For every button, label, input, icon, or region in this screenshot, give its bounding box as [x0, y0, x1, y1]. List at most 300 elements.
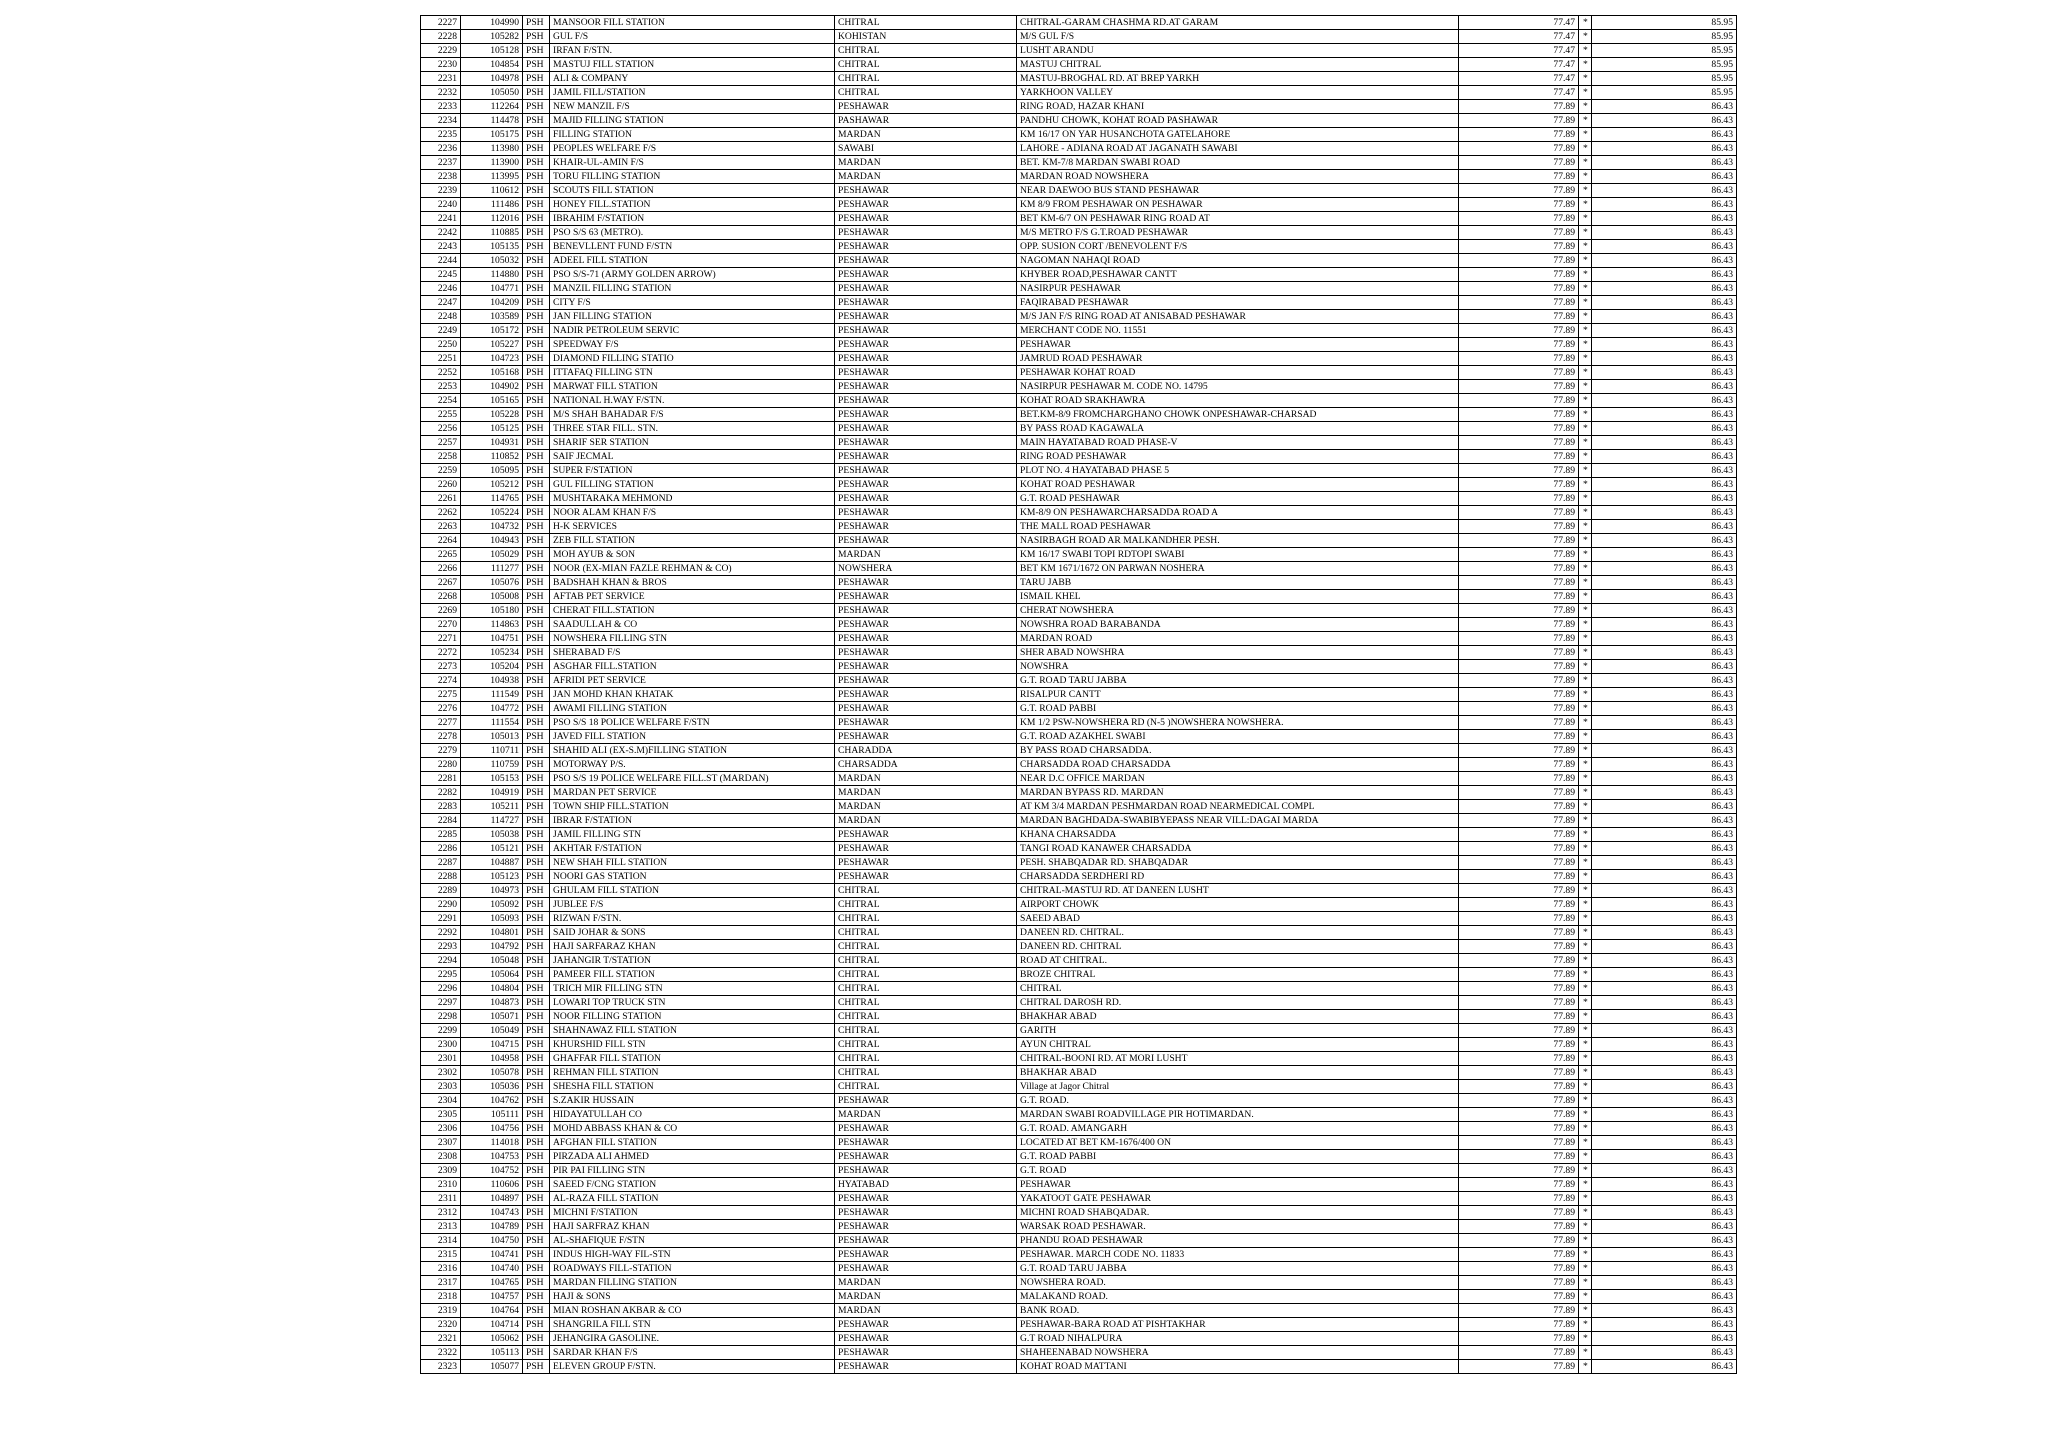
- price-1-cell: 77.89: [1459, 254, 1579, 268]
- price-2-cell: 86.43: [1592, 1052, 1737, 1066]
- region-code-cell: PSH: [523, 72, 550, 86]
- district-cell: PESHAWAR: [835, 212, 1017, 226]
- flag-marker-cell: *: [1579, 100, 1592, 114]
- table-row: [421, 1220, 1737, 1234]
- station-name-cell: SAIF JECMAL: [550, 450, 835, 464]
- station-code-cell: 114863: [461, 618, 523, 632]
- serial-number-cell: 2320: [421, 1318, 461, 1332]
- district-cell: PESHAWAR: [835, 310, 1017, 324]
- region-code-cell: PSH: [523, 58, 550, 72]
- address-cell: Village at Jagor Chitral: [1017, 1080, 1459, 1094]
- flag-marker-cell: *: [1579, 380, 1592, 394]
- station-name-cell: GHAFFAR FILL STATION: [550, 1052, 835, 1066]
- address-cell: MALAKAND ROAD.: [1017, 1290, 1459, 1304]
- flag-marker-cell: *: [1579, 254, 1592, 268]
- price-2-cell: 86.43: [1592, 170, 1737, 184]
- price-1-cell: 77.89: [1459, 492, 1579, 506]
- station-code-cell: 104931: [461, 436, 523, 450]
- flag-marker-cell: *: [1579, 352, 1592, 366]
- region-code-cell: PSH: [523, 366, 550, 380]
- table-row: [421, 1318, 1737, 1332]
- price-1-cell: 77.89: [1459, 352, 1579, 366]
- table-row: [421, 1122, 1737, 1136]
- price-2-cell: 86.43: [1592, 1332, 1737, 1346]
- station-code-cell: 104753: [461, 1150, 523, 1164]
- station-name-cell: AFRIDI PET SERVICE: [550, 674, 835, 688]
- district-cell: PESHAWAR: [835, 282, 1017, 296]
- address-cell: G.T. ROAD TARU JABBA: [1017, 1262, 1459, 1276]
- price-1-cell: 77.89: [1459, 212, 1579, 226]
- address-cell: JAMRUD ROAD PESHAWAR: [1017, 352, 1459, 366]
- price-2-cell: 86.43: [1592, 436, 1737, 450]
- station-code-cell: 104764: [461, 1304, 523, 1318]
- price-1-cell: 77.89: [1459, 296, 1579, 310]
- flag-marker-cell: *: [1579, 1290, 1592, 1304]
- serial-number-cell: 2248: [421, 310, 461, 324]
- station-code-cell: 104757: [461, 1290, 523, 1304]
- flag-marker-cell: *: [1579, 44, 1592, 58]
- price-2-cell: 86.43: [1592, 506, 1737, 520]
- table-row: [421, 170, 1737, 184]
- address-cell: TARU JABB: [1017, 576, 1459, 590]
- station-price-table: [420, 15, 1737, 1374]
- price-1-cell: 77.89: [1459, 128, 1579, 142]
- station-code-cell: 105128: [461, 44, 523, 58]
- region-code-cell: PSH: [523, 450, 550, 464]
- price-1-cell: 77.89: [1459, 1024, 1579, 1038]
- table-row: [421, 618, 1737, 632]
- station-code-cell: 105234: [461, 646, 523, 660]
- price-1-cell: 77.89: [1459, 688, 1579, 702]
- price-2-cell: 86.43: [1592, 408, 1737, 422]
- station-name-cell: MAJID FILLING STATION: [550, 114, 835, 128]
- station-code-cell: 104801: [461, 926, 523, 940]
- price-2-cell: 85.95: [1592, 16, 1737, 30]
- region-code-cell: PSH: [523, 744, 550, 758]
- district-cell: MARDAN: [835, 786, 1017, 800]
- serial-number-cell: 2263: [421, 520, 461, 534]
- table-row: [421, 1038, 1737, 1052]
- table-row: [421, 212, 1737, 226]
- flag-marker-cell: *: [1579, 618, 1592, 632]
- serial-number-cell: 2300: [421, 1038, 461, 1052]
- table-row: [421, 1052, 1737, 1066]
- station-code-cell: 104209: [461, 296, 523, 310]
- flag-marker-cell: *: [1579, 884, 1592, 898]
- region-code-cell: PSH: [523, 940, 550, 954]
- serial-number-cell: 2269: [421, 604, 461, 618]
- station-name-cell: M/S SHAH BAHADAR F/S: [550, 408, 835, 422]
- table-row: [421, 870, 1737, 884]
- serial-number-cell: 2268: [421, 590, 461, 604]
- station-code-cell: 104897: [461, 1192, 523, 1206]
- price-2-cell: 86.43: [1592, 1318, 1737, 1332]
- price-1-cell: 77.89: [1459, 968, 1579, 982]
- flag-marker-cell: *: [1579, 170, 1592, 184]
- serial-number-cell: 2279: [421, 744, 461, 758]
- district-cell: CHITRAL: [835, 912, 1017, 926]
- district-cell: PESHAWAR: [835, 100, 1017, 114]
- table-row: [421, 324, 1737, 338]
- price-1-cell: 77.89: [1459, 450, 1579, 464]
- address-cell: G.T. ROAD PABBI: [1017, 702, 1459, 716]
- region-code-cell: PSH: [523, 464, 550, 478]
- station-name-cell: S.ZAKIR HUSSAIN: [550, 1094, 835, 1108]
- district-cell: PESHAWAR: [835, 688, 1017, 702]
- district-cell: PESHAWAR: [835, 478, 1017, 492]
- address-cell: MERCHANT CODE NO. 11551: [1017, 324, 1459, 338]
- station-name-cell: CHERAT FILL.STATION: [550, 604, 835, 618]
- table-row: [421, 58, 1737, 72]
- address-cell: KM 16/17 SWABI TOPI RDTOPI SWABI: [1017, 548, 1459, 562]
- district-cell: PESHAWAR: [835, 1150, 1017, 1164]
- region-code-cell: PSH: [523, 800, 550, 814]
- district-cell: MARDAN: [835, 548, 1017, 562]
- district-cell: PESHAWAR: [835, 506, 1017, 520]
- table-row: [421, 520, 1737, 534]
- price-2-cell: 86.43: [1592, 366, 1737, 380]
- address-cell: BANK ROAD.: [1017, 1304, 1459, 1318]
- station-code-cell: 105062: [461, 1332, 523, 1346]
- price-1-cell: 77.89: [1459, 1234, 1579, 1248]
- price-2-cell: 86.43: [1592, 996, 1737, 1010]
- station-code-cell: 105093: [461, 912, 523, 926]
- district-cell: PESHAWAR: [835, 856, 1017, 870]
- district-cell: PESHAWAR: [835, 366, 1017, 380]
- serial-number-cell: 2261: [421, 492, 461, 506]
- table-row: [421, 660, 1737, 674]
- flag-marker-cell: *: [1579, 632, 1592, 646]
- station-code-cell: 104873: [461, 996, 523, 1010]
- price-2-cell: 86.43: [1592, 590, 1737, 604]
- station-name-cell: SHANGRILA FILL STN: [550, 1318, 835, 1332]
- price-1-cell: 77.89: [1459, 1206, 1579, 1220]
- district-cell: CHITRAL: [835, 926, 1017, 940]
- station-name-cell: SPEEDWAY F/S: [550, 338, 835, 352]
- district-cell: PESHAWAR: [835, 674, 1017, 688]
- station-name-cell: ADEEL FILL STATION: [550, 254, 835, 268]
- flag-marker-cell: *: [1579, 1010, 1592, 1024]
- region-code-cell: PSH: [523, 184, 550, 198]
- flag-marker-cell: *: [1579, 1332, 1592, 1346]
- district-cell: HYATABAD: [835, 1178, 1017, 1192]
- flag-marker-cell: *: [1579, 548, 1592, 562]
- table-row: [421, 310, 1737, 324]
- price-2-cell: 85.95: [1592, 58, 1737, 72]
- price-1-cell: 77.89: [1459, 142, 1579, 156]
- station-code-cell: 105077: [461, 1360, 523, 1374]
- serial-number-cell: 2308: [421, 1150, 461, 1164]
- serial-number-cell: 2272: [421, 646, 461, 660]
- station-name-cell: PSO S/S-71 (ARMY GOLDEN ARROW): [550, 268, 835, 282]
- district-cell: PESHAWAR: [835, 1206, 1017, 1220]
- region-code-cell: PSH: [523, 240, 550, 254]
- price-2-cell: 86.43: [1592, 688, 1737, 702]
- table-row: [421, 590, 1737, 604]
- address-cell: KOHAT ROAD SRAKHAWRA: [1017, 394, 1459, 408]
- district-cell: CHARADDA: [835, 744, 1017, 758]
- price-2-cell: 86.43: [1592, 898, 1737, 912]
- price-2-cell: 86.43: [1592, 394, 1737, 408]
- address-cell: GARITH: [1017, 1024, 1459, 1038]
- price-1-cell: 77.89: [1459, 674, 1579, 688]
- address-cell: MICHNI ROAD SHABQADAR.: [1017, 1206, 1459, 1220]
- address-cell: FAQIRABAD PESHAWAR: [1017, 296, 1459, 310]
- price-1-cell: 77.89: [1459, 1332, 1579, 1346]
- price-2-cell: 86.43: [1592, 1066, 1737, 1080]
- price-2-cell: 86.43: [1592, 660, 1737, 674]
- price-1-cell: 77.89: [1459, 1066, 1579, 1080]
- price-1-cell: 77.89: [1459, 198, 1579, 212]
- district-cell: CHITRAL: [835, 44, 1017, 58]
- address-cell: MARDAN BYPASS RD. MARDAN: [1017, 786, 1459, 800]
- flag-marker-cell: *: [1579, 1234, 1592, 1248]
- table-row: [421, 716, 1737, 730]
- address-cell: NAGOMAN NAHAQI ROAD: [1017, 254, 1459, 268]
- table-row: [421, 1290, 1737, 1304]
- station-name-cell: AWAMI FILLING STATION: [550, 702, 835, 716]
- district-cell: PESHAWAR: [835, 226, 1017, 240]
- region-code-cell: PSH: [523, 954, 550, 968]
- district-cell: PASHAWAR: [835, 114, 1017, 128]
- price-1-cell: 77.89: [1459, 380, 1579, 394]
- price-1-cell: 77.89: [1459, 702, 1579, 716]
- station-name-cell: JAMIL FILLING STN: [550, 828, 835, 842]
- district-cell: MARDAN: [835, 1304, 1017, 1318]
- region-code-cell: PSH: [523, 1192, 550, 1206]
- price-1-cell: 77.89: [1459, 310, 1579, 324]
- price-1-cell: 77.89: [1459, 282, 1579, 296]
- flag-marker-cell: *: [1579, 688, 1592, 702]
- price-1-cell: 77.89: [1459, 324, 1579, 338]
- table-row: [421, 912, 1737, 926]
- flag-marker-cell: *: [1579, 1164, 1592, 1178]
- station-code-cell: 111549: [461, 688, 523, 702]
- region-code-cell: PSH: [523, 492, 550, 506]
- station-code-cell: 105050: [461, 86, 523, 100]
- region-code-cell: PSH: [523, 618, 550, 632]
- region-code-cell: PSH: [523, 436, 550, 450]
- station-code-cell: 112016: [461, 212, 523, 226]
- serial-number-cell: 2293: [421, 940, 461, 954]
- region-code-cell: PSH: [523, 1360, 550, 1374]
- serial-number-cell: 2234: [421, 114, 461, 128]
- flag-marker-cell: *: [1579, 1360, 1592, 1374]
- district-cell: PESHAWAR: [835, 590, 1017, 604]
- price-1-cell: 77.89: [1459, 604, 1579, 618]
- price-2-cell: 86.43: [1592, 268, 1737, 282]
- price-1-cell: 77.89: [1459, 1290, 1579, 1304]
- district-cell: PESHAWAR: [835, 324, 1017, 338]
- station-name-cell: HIDAYATULLAH CO: [550, 1108, 835, 1122]
- flag-marker-cell: *: [1579, 660, 1592, 674]
- price-1-cell: 77.89: [1459, 520, 1579, 534]
- table-row: [421, 562, 1737, 576]
- table-row: [421, 898, 1737, 912]
- serial-number-cell: 2318: [421, 1290, 461, 1304]
- station-code-cell: 105175: [461, 128, 523, 142]
- flag-marker-cell: *: [1579, 128, 1592, 142]
- region-code-cell: PSH: [523, 870, 550, 884]
- price-1-cell: 77.89: [1459, 1304, 1579, 1318]
- serial-number-cell: 2232: [421, 86, 461, 100]
- district-cell: CHITRAL: [835, 940, 1017, 954]
- district-cell: KOHISTAN: [835, 30, 1017, 44]
- region-code-cell: PSH: [523, 310, 550, 324]
- flag-marker-cell: *: [1579, 590, 1592, 604]
- serial-number-cell: 2253: [421, 380, 461, 394]
- price-2-cell: 86.43: [1592, 870, 1737, 884]
- district-cell: CHITRAL: [835, 1024, 1017, 1038]
- price-2-cell: 86.43: [1592, 800, 1737, 814]
- region-code-cell: PSH: [523, 1346, 550, 1360]
- price-1-cell: 77.89: [1459, 590, 1579, 604]
- price-2-cell: 86.43: [1592, 576, 1737, 590]
- district-cell: MARDAN: [835, 1108, 1017, 1122]
- address-cell: RISALPUR CANTT: [1017, 688, 1459, 702]
- table-row: [421, 758, 1737, 772]
- table-row: [421, 1262, 1737, 1276]
- district-cell: SAWABI: [835, 142, 1017, 156]
- flag-marker-cell: *: [1579, 240, 1592, 254]
- station-name-cell: CITY F/S: [550, 296, 835, 310]
- price-2-cell: 86.43: [1592, 1192, 1737, 1206]
- price-2-cell: 86.43: [1592, 352, 1737, 366]
- serial-number-cell: 2315: [421, 1248, 461, 1262]
- station-name-cell: REHMAN FILL STATION: [550, 1066, 835, 1080]
- table-row: [421, 828, 1737, 842]
- station-name-cell: IBRAHIM F/STATION: [550, 212, 835, 226]
- region-code-cell: PSH: [523, 688, 550, 702]
- district-cell: MARDAN: [835, 800, 1017, 814]
- district-cell: PESHAWAR: [835, 870, 1017, 884]
- station-name-cell: SAADULLAH & CO: [550, 618, 835, 632]
- station-code-cell: 105078: [461, 1066, 523, 1080]
- station-name-cell: MARWAT FILL STATION: [550, 380, 835, 394]
- district-cell: CHITRAL: [835, 884, 1017, 898]
- region-code-cell: PSH: [523, 114, 550, 128]
- price-1-cell: 77.89: [1459, 1094, 1579, 1108]
- price-2-cell: 86.43: [1592, 1360, 1737, 1374]
- table-row: [421, 86, 1737, 100]
- address-cell: SHER ABAD NOWSHRA: [1017, 646, 1459, 660]
- region-code-cell: PSH: [523, 44, 550, 58]
- table-row: [421, 296, 1737, 310]
- address-cell: MAIN HAYATABAD ROAD PHASE-V: [1017, 436, 1459, 450]
- serial-number-cell: 2250: [421, 338, 461, 352]
- price-2-cell: 86.43: [1592, 786, 1737, 800]
- price-1-cell: 77.89: [1459, 1108, 1579, 1122]
- price-2-cell: 86.43: [1592, 198, 1737, 212]
- address-cell: CHERAT NOWSHERA: [1017, 604, 1459, 618]
- address-cell: BY PASS ROAD KAGAWALA: [1017, 422, 1459, 436]
- serial-number-cell: 2301: [421, 1052, 461, 1066]
- price-2-cell: 86.43: [1592, 772, 1737, 786]
- serial-number-cell: 2231: [421, 72, 461, 86]
- district-cell: PESHAWAR: [835, 730, 1017, 744]
- station-code-cell: 104765: [461, 1276, 523, 1290]
- serial-number-cell: 2254: [421, 394, 461, 408]
- flag-marker-cell: *: [1579, 1262, 1592, 1276]
- table-row: [421, 786, 1737, 800]
- serial-number-cell: 2246: [421, 282, 461, 296]
- station-name-cell: ITTAFAQ FILLING STN: [550, 366, 835, 380]
- station-code-cell: 105204: [461, 660, 523, 674]
- address-cell: BHAKHAR ABAD: [1017, 1066, 1459, 1080]
- flag-marker-cell: *: [1579, 86, 1592, 100]
- station-code-cell: 105282: [461, 30, 523, 44]
- table-row: [421, 352, 1737, 366]
- district-cell: PESHAWAR: [835, 1262, 1017, 1276]
- station-code-cell: 105008: [461, 590, 523, 604]
- region-code-cell: PSH: [523, 1332, 550, 1346]
- station-code-cell: 104732: [461, 520, 523, 534]
- station-name-cell: SHAHNAWAZ FILL STATION: [550, 1024, 835, 1038]
- flag-marker-cell: *: [1579, 58, 1592, 72]
- price-1-cell: 77.89: [1459, 548, 1579, 562]
- serial-number-cell: 2305: [421, 1108, 461, 1122]
- flag-marker-cell: *: [1579, 744, 1592, 758]
- serial-number-cell: 2319: [421, 1304, 461, 1318]
- address-cell: TANGI ROAD KANAWER CHARSADDA: [1017, 842, 1459, 856]
- station-code-cell: 104973: [461, 884, 523, 898]
- station-code-cell: 110852: [461, 450, 523, 464]
- region-code-cell: PSH: [523, 730, 550, 744]
- region-code-cell: PSH: [523, 352, 550, 366]
- price-2-cell: 86.43: [1592, 1150, 1737, 1164]
- station-code-cell: 105113: [461, 1346, 523, 1360]
- station-name-cell: JAHANGIR T/STATION: [550, 954, 835, 968]
- station-code-cell: 104990: [461, 16, 523, 30]
- price-2-cell: 86.43: [1592, 1234, 1737, 1248]
- serial-number-cell: 2313: [421, 1220, 461, 1234]
- price-2-cell: 86.43: [1592, 114, 1737, 128]
- serial-number-cell: 2306: [421, 1122, 461, 1136]
- address-cell: CHARSADDA SERDHERI RD: [1017, 870, 1459, 884]
- table-row: [421, 1010, 1737, 1024]
- price-2-cell: 86.43: [1592, 744, 1737, 758]
- region-code-cell: PSH: [523, 324, 550, 338]
- district-cell: PESHAWAR: [835, 296, 1017, 310]
- flag-marker-cell: *: [1579, 16, 1592, 30]
- region-code-cell: PSH: [523, 674, 550, 688]
- serial-number-cell: 2264: [421, 534, 461, 548]
- station-name-cell: NATIONAL H.WAY F/STN.: [550, 394, 835, 408]
- station-code-cell: 105180: [461, 604, 523, 618]
- serial-number-cell: 2244: [421, 254, 461, 268]
- district-cell: PESHAWAR: [835, 1332, 1017, 1346]
- address-cell: PESHAWAR. MARCH CODE NO. 11833: [1017, 1248, 1459, 1262]
- station-name-cell: SUPER F/STATION: [550, 464, 835, 478]
- flag-marker-cell: *: [1579, 940, 1592, 954]
- price-1-cell: 77.89: [1459, 982, 1579, 996]
- station-name-cell: H-K SERVICES: [550, 520, 835, 534]
- price-2-cell: 86.43: [1592, 422, 1737, 436]
- table-row: [421, 632, 1737, 646]
- price-1-cell: 77.47: [1459, 16, 1579, 30]
- serial-number-cell: 2274: [421, 674, 461, 688]
- region-code-cell: PSH: [523, 1136, 550, 1150]
- serial-number-cell: 2276: [421, 702, 461, 716]
- region-code-cell: PSH: [523, 142, 550, 156]
- flag-marker-cell: *: [1579, 1080, 1592, 1094]
- flag-marker-cell: *: [1579, 310, 1592, 324]
- address-cell: AT KM 3/4 MARDAN PESHMARDAN ROAD NEARMEDICAL COMPL: [1017, 800, 1459, 814]
- flag-marker-cell: *: [1579, 1052, 1592, 1066]
- serial-number-cell: 2259: [421, 464, 461, 478]
- price-2-cell: 86.43: [1592, 562, 1737, 576]
- station-code-cell: 104743: [461, 1206, 523, 1220]
